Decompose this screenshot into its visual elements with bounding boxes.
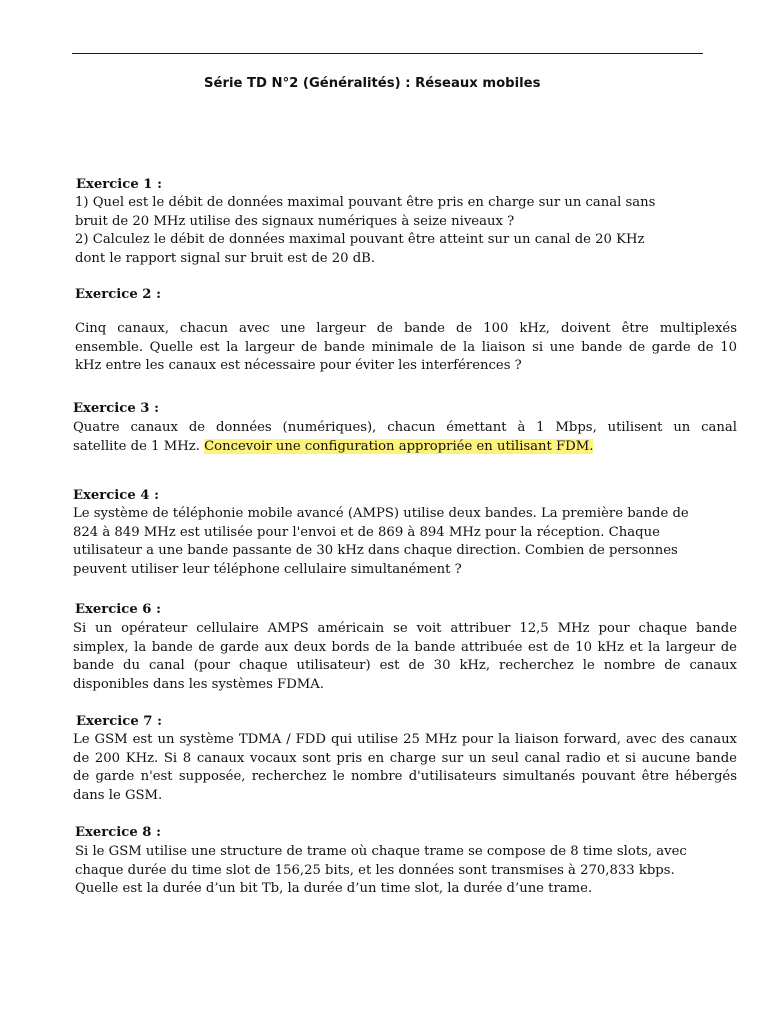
exercise-3-heading: Exercice 3 : (73, 401, 159, 416)
exercise-1-question-2-line-2: dont le rapport signal sur bruit est de 20 dB. (75, 250, 376, 266)
exercise-7-line-3: de garde n'est supposée, recherchez le nombre d'utilisateurs simultanés pouvant être hébergés (73, 769, 737, 784)
exercise-2-body (75, 320, 737, 376)
exercise-3-highlighted-text: Concevoir une configuration appropriée en utilisant FDM. (204, 438, 594, 454)
exercise-8-line-2: chaque durée du time slot de 156,25 bits, et les données sont transmises à 270,833 kbps. (75, 862, 675, 878)
exercise-1-body (75, 194, 735, 268)
exercise-2-line-3: kHz entre les canaux est nécessaire pour éviter les interférences ? (75, 358, 522, 373)
exercise-3-line-1: Quatre canaux de données (numériques), chacun émettant à 1 Mbps, utilisent un canal (73, 420, 737, 435)
header-rule (72, 53, 703, 54)
exercise-1-heading: Exercice 1 : (76, 177, 162, 192)
exercise-4-heading: Exercice 4 : (73, 488, 159, 503)
exercise-4-line-1: Le système de téléphonie mobile avancé (AMPS) utilise deux bandes. La première bande de (73, 506, 689, 521)
exercise-2-line-2: ensemble. Quelle est la largeur de bande minimale de la liaison si une bande de garde de 10 (75, 339, 737, 355)
exercise-2-line-1: Cinq canaux, chacun avec une largeur de bande de 100 kHz, doivent être multiplexés (75, 321, 737, 336)
exercise-3-body (73, 419, 737, 456)
exercise-4-line-4: peuvent utiliser leur téléphone cellulaire simultanément ? (73, 561, 462, 577)
exercise-2-heading: Exercice 2 : (75, 287, 161, 302)
exercise-8-line-3: Quelle est la durée d’un bit Tb, la durée d’un time slot, la durée d’une trame. (75, 881, 593, 896)
exercise-4-line-2: 824 à 849 MHz est utilisée pour l'envoi et de 869 à 894 MHz pour la réception. Chaque (73, 524, 660, 540)
exercise-6-heading: Exercice 6 : (75, 602, 161, 617)
exercise-7-line-1: Le GSM est un système TDMA / FDD qui utilise 25 MHz pour la liaison forward, avec des canaux (73, 732, 737, 747)
exercise-8-heading: Exercice 8 : (75, 825, 161, 840)
exercise-4-line-3: utilisateur a une bande passante de 30 kHz dans chaque direction. Combien de personnes (73, 543, 678, 558)
exercise-8-body (75, 843, 735, 899)
exercise-6-line-4: disponibles dans les systèmes FDMA. (73, 676, 324, 692)
exercise-3-line-2-text: satellite de 1 MHz. (73, 438, 200, 454)
exercise-6-line-2: simplex, la bande de garde aux deux bords de la bande attribuée est de 10 kHz et la largeur de (73, 639, 737, 655)
exercise-4-body (73, 505, 737, 579)
exercise-7-body (73, 731, 737, 805)
exercise-6-body (73, 620, 737, 694)
exercise-7-line-4: dans le GSM. (73, 787, 163, 803)
exercise-7-line-2: de 200 KHz. Si 8 canaux vocaux sont pris en charge sur un seul canal radio et si aucune bande (73, 750, 737, 766)
exercise-3-line-2 (73, 438, 737, 457)
document-title: Série TD N°2 (Généralités) : Réseaux mobiles (204, 76, 541, 91)
exercise-1-question-1-line-2: bruit de 20 MHz utilise des signaux numériques à seize niveaux ? (75, 213, 515, 229)
exercise-6-line-1: Si un opérateur cellulaire AMPS américain se voit attribuer 12,5 MHz pour chaque bande (73, 621, 737, 636)
exercise-6-line-3: bande du canal (pour chaque utilisateur) est de 30 kHz, recherchez le nombre de canaux (73, 658, 737, 673)
exercise-1-question-1-line-1: 1) Quel est le débit de données maximal pouvant être pris en charge sur un canal sans (75, 195, 656, 210)
exercise-1-question-2-line-1: 2) Calculez le débit de données maximal pouvant être atteint sur un canal de 20 KHz (75, 232, 645, 247)
exercise-8-line-1: Si le GSM utilise une structure de trame où chaque trame se compose de 8 time slots, avec (75, 844, 687, 859)
exercise-7-heading: Exercice 7 : (76, 714, 162, 729)
